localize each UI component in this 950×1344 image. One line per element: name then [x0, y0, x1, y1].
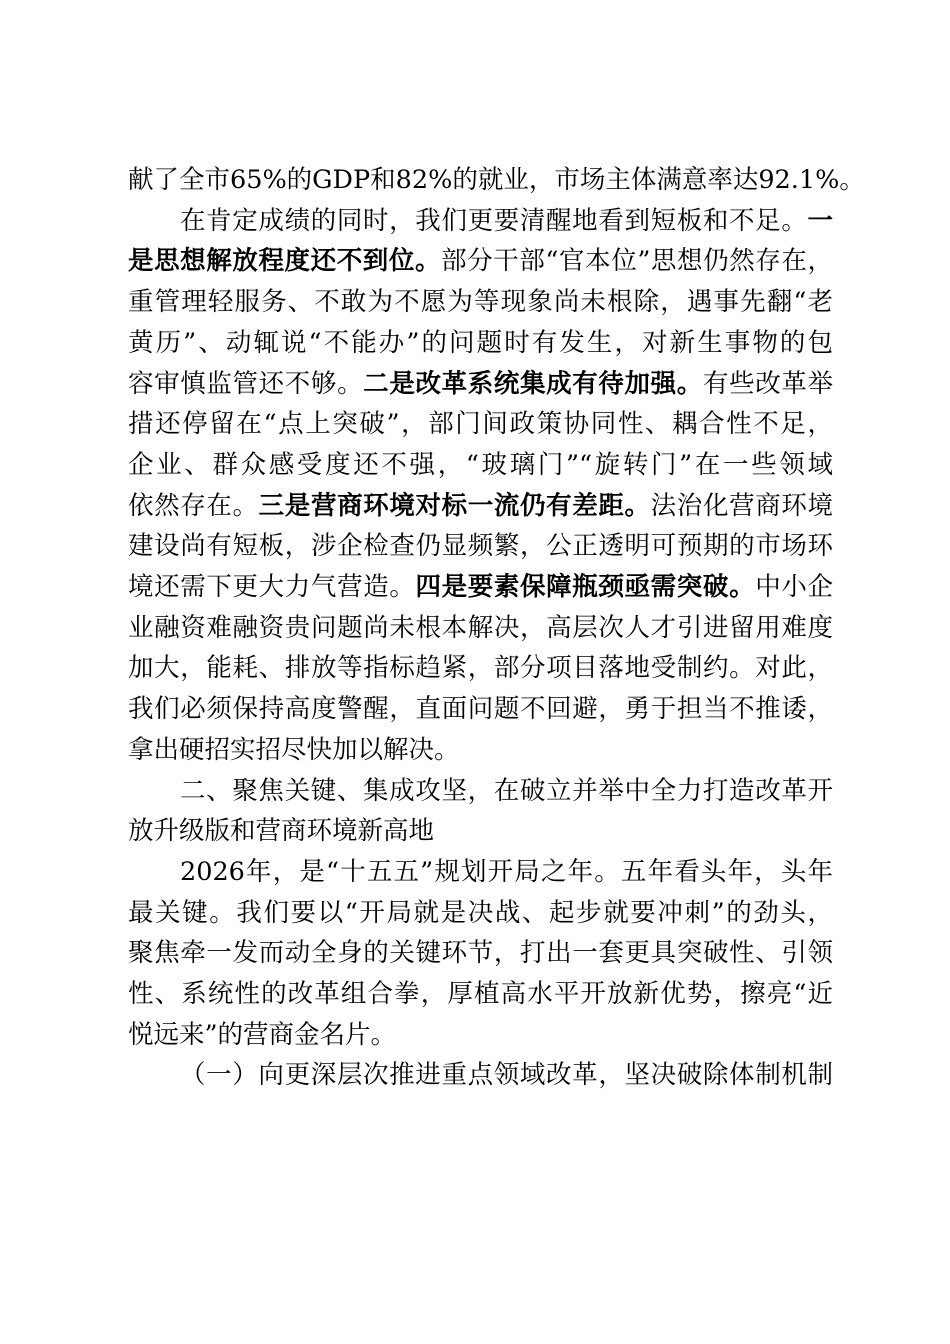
- text-segment: 企业、群众感受度还不强，“玻璃门”“旋转门”在一些领域: [128, 449, 833, 480]
- text-segment: 依然存在。: [128, 490, 259, 521]
- text-segment: 措还停留在“点上突破”，部门间政策协同性、耦合性不足，: [128, 409, 833, 440]
- text-segment: 重管理轻服务、不敢为不愿为等现象尚未根除，遇事先翻“老: [128, 287, 833, 318]
- text-line: [128, 1015, 833, 1055]
- text-line: [128, 933, 833, 973]
- text-line: [128, 648, 833, 688]
- text-line: [180, 1055, 833, 1095]
- text-line: [128, 811, 833, 851]
- text-segment: 有些改革举: [702, 368, 833, 399]
- bold-text-segment: 是思想解放程度还不到位。: [128, 246, 442, 277]
- text-line: [128, 404, 833, 444]
- text-line: [128, 567, 833, 607]
- text-segment: 放升级版和营商环境新高地: [128, 816, 435, 847]
- text-line: [128, 364, 833, 404]
- text-segment: 拿出硬招实招尽快加以解决。: [128, 734, 460, 765]
- text-segment: 业融资难融资贵问题尚未根本解决，高层次人才引进留用难度: [128, 612, 833, 643]
- text-segment: 献了全市65%的GDP和82%的就业，市场主体满意率达92.1%。: [128, 165, 865, 195]
- text-line: [128, 445, 833, 485]
- text-line: [128, 486, 833, 526]
- text-segment: 部分干部“官本位”思想仍然存在，: [441, 246, 833, 277]
- text-line: [180, 201, 833, 241]
- text-segment: 聚焦牵一发而动全身的关键环节，打出一套更具突破性、引领: [128, 938, 833, 969]
- bold-text-segment: 三是营商环境对标一流仍有差距。: [258, 490, 651, 521]
- text-line: [128, 689, 833, 729]
- text-segment: 二、聚焦关键、集成攻坚，在破立并举中全力打造改革开: [180, 775, 833, 806]
- bold-text-segment: 一: [807, 205, 833, 236]
- bold-text-segment: 四是要素保障瓶颈亟需突破。: [415, 572, 756, 602]
- text-segment: 黄历”、动辄说“不能办”的问题时有发生，对新生事物的包: [128, 327, 833, 358]
- text-segment: 建设尚有短板，涉企检查仍显频繁，公正透明可预期的市场环: [128, 531, 833, 562]
- text-line: [128, 282, 833, 322]
- text-line: [180, 771, 833, 811]
- text-segment: 性、系统性的改革组合拳，厚植高水平开放新优势，擦亮“近: [128, 979, 833, 1009]
- text-segment: 境还需下更大力气营造。: [128, 572, 416, 602]
- text-line: [128, 974, 833, 1014]
- text-line: [128, 323, 833, 363]
- text-segment: 悦远来”的营商金名片。: [128, 1019, 397, 1050]
- text-segment: 我们必须保持高度警醒，直面问题不回避，勇于担当不推诿，: [128, 694, 833, 725]
- text-line: [128, 608, 833, 648]
- text-line: [128, 893, 833, 933]
- text-line: [180, 852, 833, 892]
- text-segment: 加大，能耗、排放等指标趋紧，部分项目落地受制约。对此，: [128, 653, 833, 684]
- text-line: [128, 526, 833, 566]
- text-line: [128, 160, 865, 200]
- text-segment: 最关键。我们要以“开局就是决战、起步就要冲刺”的劲头，: [128, 897, 833, 928]
- text-line: [128, 241, 833, 281]
- text-segment: 中小企: [755, 572, 833, 602]
- text-segment: 2026年，是“十五五”规划开局之年。五年看头年，头年: [180, 856, 833, 887]
- text-segment: （一）向更深层次推进重点领域改革，坚决破除体制机制: [180, 1060, 833, 1091]
- bold-text-segment: 二是改革系统集成有待加强。: [363, 368, 703, 399]
- text-line: [128, 730, 833, 770]
- text-segment: 容审慎监管还不够。: [128, 368, 364, 399]
- text-segment: 法治化营商环境: [650, 490, 833, 521]
- text-segment: 在肯定成绩的同时，我们更要清醒地看到短板和不足。: [180, 205, 808, 236]
